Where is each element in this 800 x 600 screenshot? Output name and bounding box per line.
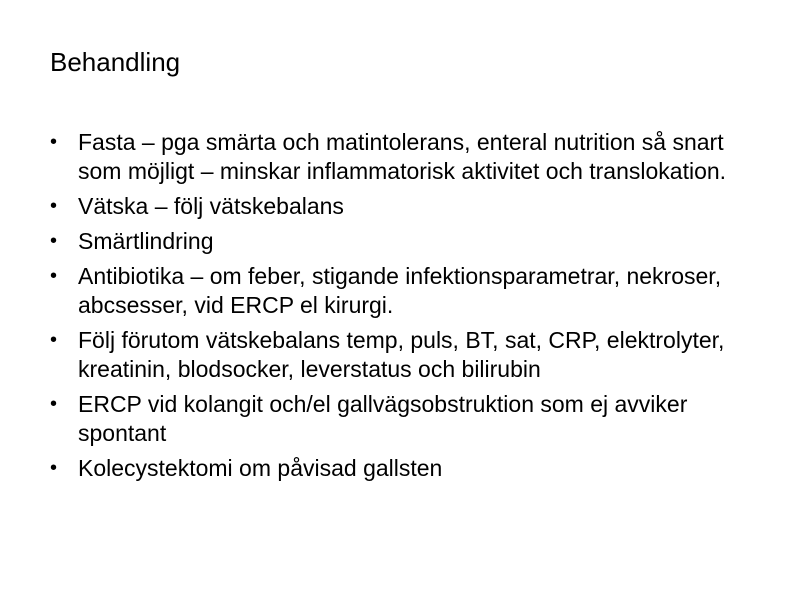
bullet-item	[50, 227, 740, 256]
bullet-text: Kolecystektomi om påvisad gallsten	[78, 455, 443, 481]
bullet-text: Antibiotika – om feber, stigande infektionsparametrar, nekroser, abcsesser, vid ERCP el kirurgi.	[78, 263, 722, 318]
bullet-icon: •	[50, 393, 58, 415]
slide-title: Behandling	[50, 47, 181, 77]
bullet-list	[50, 128, 740, 489]
bullet-icon: •	[50, 131, 58, 153]
bullet-text: Följ förutom vätskebalans temp, puls, BT, sat, CRP, elektrolyter, kreatinin, blodsocker, leverstatus och bilirubin	[78, 327, 725, 382]
bullet-item	[50, 128, 740, 186]
bullet-icon: •	[50, 457, 58, 479]
bullet-icon: •	[50, 195, 58, 217]
bullet-text: Vätska – följ vätskebalans	[78, 193, 344, 219]
bullet-item	[50, 262, 740, 320]
bullet-item	[50, 390, 740, 448]
bullet-item	[50, 326, 740, 384]
bullet-item	[50, 454, 740, 483]
bullet-item	[50, 192, 740, 221]
bullet-icon: •	[50, 265, 58, 287]
bullet-text: Smärtlindring	[78, 228, 214, 254]
bullet-icon: •	[50, 329, 58, 351]
bullet-text: ERCP vid kolangit och/el gallvägsobstruktion som ej avviker spontant	[78, 391, 688, 446]
bullet-text: Fasta – pga smärta och matintolerans, enteral nutrition så snart som möjligt – minskar inflammatorisk aktivitet och translokation.	[78, 129, 727, 184]
bullet-icon: •	[50, 230, 58, 252]
